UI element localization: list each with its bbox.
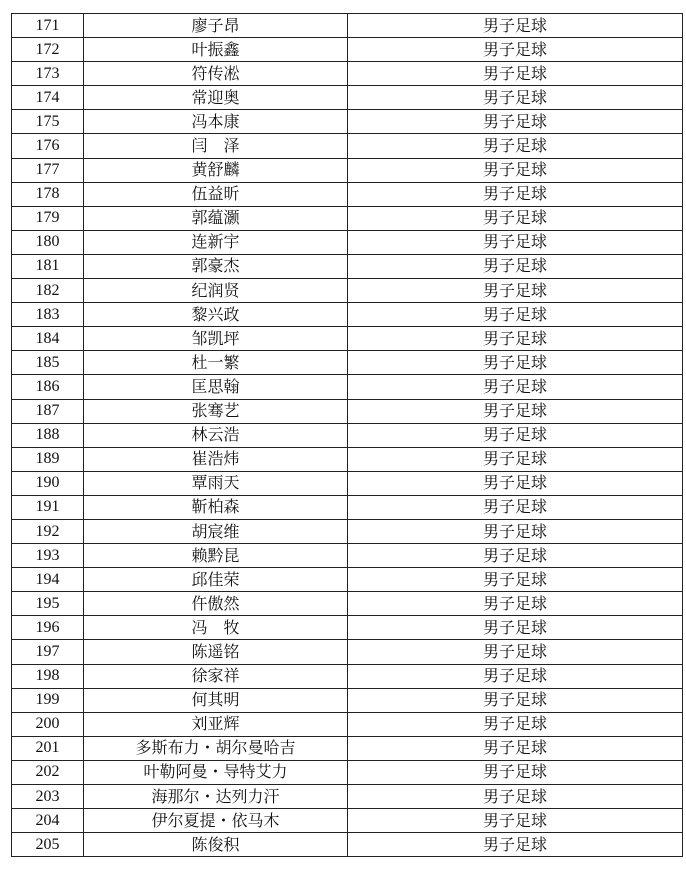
table-row — [12, 327, 683, 351]
event-cell: 男子足球 — [348, 760, 683, 784]
athlete-name-cell: 仵傲然 — [84, 592, 348, 616]
event-cell: 男子足球 — [348, 230, 683, 254]
athlete-name-cell: 黎兴政 — [84, 303, 348, 327]
row-number-cell: 178 — [12, 182, 84, 206]
table-row — [12, 495, 683, 519]
athlete-name-cell: 叶振鑫 — [84, 38, 348, 62]
row-number-cell: 194 — [12, 568, 84, 592]
table-row — [12, 230, 683, 254]
athlete-name-cell: 林云浩 — [84, 423, 348, 447]
athlete-name-cell: 纪润贤 — [84, 279, 348, 303]
row-number-cell: 171 — [12, 14, 84, 38]
table-row — [12, 664, 683, 688]
athlete-name-cell: 陈遥铭 — [84, 640, 348, 664]
row-number-cell: 187 — [12, 399, 84, 423]
row-number-cell: 181 — [12, 254, 84, 278]
table-row — [12, 303, 683, 327]
table-row — [12, 736, 683, 760]
row-number-cell: 182 — [12, 279, 84, 303]
event-cell: 男子足球 — [348, 616, 683, 640]
event-cell: 男子足球 — [348, 86, 683, 110]
event-cell: 男子足球 — [348, 279, 683, 303]
athlete-name-cell: 郭蕴灏 — [84, 206, 348, 230]
athlete-name-cell: 常迎奥 — [84, 86, 348, 110]
row-number-cell: 201 — [12, 736, 84, 760]
table-row — [12, 254, 683, 278]
table-row — [12, 712, 683, 736]
event-cell: 男子足球 — [348, 471, 683, 495]
row-number-cell: 179 — [12, 206, 84, 230]
roster-table-body — [12, 14, 683, 857]
athlete-name-cell: 多斯布力・胡尔曼哈吉 — [84, 736, 348, 760]
row-number-cell: 196 — [12, 616, 84, 640]
row-number-cell: 192 — [12, 519, 84, 543]
event-cell: 男子足球 — [348, 447, 683, 471]
table-row — [12, 688, 683, 712]
row-number-cell: 202 — [12, 760, 84, 784]
athlete-name-cell: 陈俊积 — [84, 833, 348, 857]
event-cell: 男子足球 — [348, 423, 683, 447]
athlete-name-cell: 靳柏森 — [84, 495, 348, 519]
table-row — [12, 38, 683, 62]
table-row — [12, 158, 683, 182]
athlete-name-cell: 海那尔・达列力汗 — [84, 785, 348, 809]
row-number-cell: 204 — [12, 809, 84, 833]
event-cell: 男子足球 — [348, 158, 683, 182]
row-number-cell: 188 — [12, 423, 84, 447]
athlete-name-cell: 叶勒阿曼・导特艾力 — [84, 760, 348, 784]
table-row — [12, 182, 683, 206]
event-cell: 男子足球 — [348, 736, 683, 760]
table-row — [12, 760, 683, 784]
athlete-name-cell: 胡宸维 — [84, 519, 348, 543]
table-row — [12, 110, 683, 134]
event-cell: 男子足球 — [348, 110, 683, 134]
event-cell: 男子足球 — [348, 206, 683, 230]
event-cell: 男子足球 — [348, 14, 683, 38]
athlete-name-cell: 符传凇 — [84, 62, 348, 86]
athlete-name-cell: 张骞艺 — [84, 399, 348, 423]
table-row — [12, 616, 683, 640]
row-number-cell: 191 — [12, 495, 84, 519]
row-number-cell: 173 — [12, 62, 84, 86]
athlete-name-cell: 伍益昕 — [84, 182, 348, 206]
event-cell: 男子足球 — [348, 592, 683, 616]
event-cell: 男子足球 — [348, 38, 683, 62]
athlete-name-cell: 匡思翰 — [84, 375, 348, 399]
event-cell: 男子足球 — [348, 519, 683, 543]
table-row — [12, 833, 683, 857]
row-number-cell: 180 — [12, 230, 84, 254]
athlete-name-cell: 崔浩炜 — [84, 447, 348, 471]
athlete-name-cell: 连新宇 — [84, 230, 348, 254]
table-row — [12, 519, 683, 543]
event-cell: 男子足球 — [348, 303, 683, 327]
row-number-cell: 190 — [12, 471, 84, 495]
event-cell: 男子足球 — [348, 544, 683, 568]
table-row — [12, 206, 683, 230]
table-row — [12, 785, 683, 809]
event-cell: 男子足球 — [348, 351, 683, 375]
table-row — [12, 351, 683, 375]
athlete-name-cell: 刘亚辉 — [84, 712, 348, 736]
row-number-cell: 193 — [12, 544, 84, 568]
row-number-cell: 172 — [12, 38, 84, 62]
table-row — [12, 62, 683, 86]
row-number-cell: 183 — [12, 303, 84, 327]
table-row — [12, 134, 683, 158]
event-cell: 男子足球 — [348, 712, 683, 736]
athlete-name-cell: 邹凯坪 — [84, 327, 348, 351]
row-number-cell: 185 — [12, 351, 84, 375]
roster-table — [11, 13, 683, 857]
athlete-name-cell: 何其明 — [84, 688, 348, 712]
table-row — [12, 399, 683, 423]
event-cell: 男子足球 — [348, 568, 683, 592]
athlete-name-cell: 赖黔昆 — [84, 544, 348, 568]
row-number-cell: 174 — [12, 86, 84, 110]
row-number-cell: 199 — [12, 688, 84, 712]
table-row — [12, 568, 683, 592]
event-cell: 男子足球 — [348, 785, 683, 809]
table-row — [12, 544, 683, 568]
table-row — [12, 86, 683, 110]
event-cell: 男子足球 — [348, 399, 683, 423]
row-number-cell: 198 — [12, 664, 84, 688]
athlete-name-cell: 冯本康 — [84, 110, 348, 134]
row-number-cell: 186 — [12, 375, 84, 399]
table-row — [12, 592, 683, 616]
row-number-cell: 200 — [12, 712, 84, 736]
table-row — [12, 640, 683, 664]
table-row — [12, 423, 683, 447]
athlete-name-cell: 覃雨天 — [84, 471, 348, 495]
table-row — [12, 14, 683, 38]
athlete-name-cell: 冯 牧 — [84, 616, 348, 640]
event-cell: 男子足球 — [348, 495, 683, 519]
event-cell: 男子足球 — [348, 688, 683, 712]
table-row — [12, 375, 683, 399]
table-row — [12, 279, 683, 303]
row-number-cell: 203 — [12, 785, 84, 809]
event-cell: 男子足球 — [348, 134, 683, 158]
athlete-name-cell: 伊尔夏提・依马木 — [84, 809, 348, 833]
row-number-cell: 175 — [12, 110, 84, 134]
row-number-cell: 205 — [12, 833, 84, 857]
event-cell: 男子足球 — [348, 182, 683, 206]
row-number-cell: 197 — [12, 640, 84, 664]
table-row — [12, 447, 683, 471]
row-number-cell: 176 — [12, 134, 84, 158]
event-cell: 男子足球 — [348, 640, 683, 664]
row-number-cell: 184 — [12, 327, 84, 351]
athlete-name-cell: 闫 泽 — [84, 134, 348, 158]
roster-sheet — [11, 13, 682, 857]
athlete-name-cell: 徐家祥 — [84, 664, 348, 688]
table-row — [12, 471, 683, 495]
event-cell: 男子足球 — [348, 62, 683, 86]
event-cell: 男子足球 — [348, 809, 683, 833]
event-cell: 男子足球 — [348, 664, 683, 688]
athlete-name-cell: 廖子昂 — [84, 14, 348, 38]
athlete-name-cell: 黄舒麟 — [84, 158, 348, 182]
athlete-name-cell: 杜一繁 — [84, 351, 348, 375]
event-cell: 男子足球 — [348, 327, 683, 351]
row-number-cell: 195 — [12, 592, 84, 616]
row-number-cell: 177 — [12, 158, 84, 182]
table-row — [12, 809, 683, 833]
row-number-cell: 189 — [12, 447, 84, 471]
event-cell: 男子足球 — [348, 254, 683, 278]
event-cell: 男子足球 — [348, 375, 683, 399]
athlete-name-cell: 邱佳荣 — [84, 568, 348, 592]
athlete-name-cell: 郭豪杰 — [84, 254, 348, 278]
event-cell: 男子足球 — [348, 833, 683, 857]
